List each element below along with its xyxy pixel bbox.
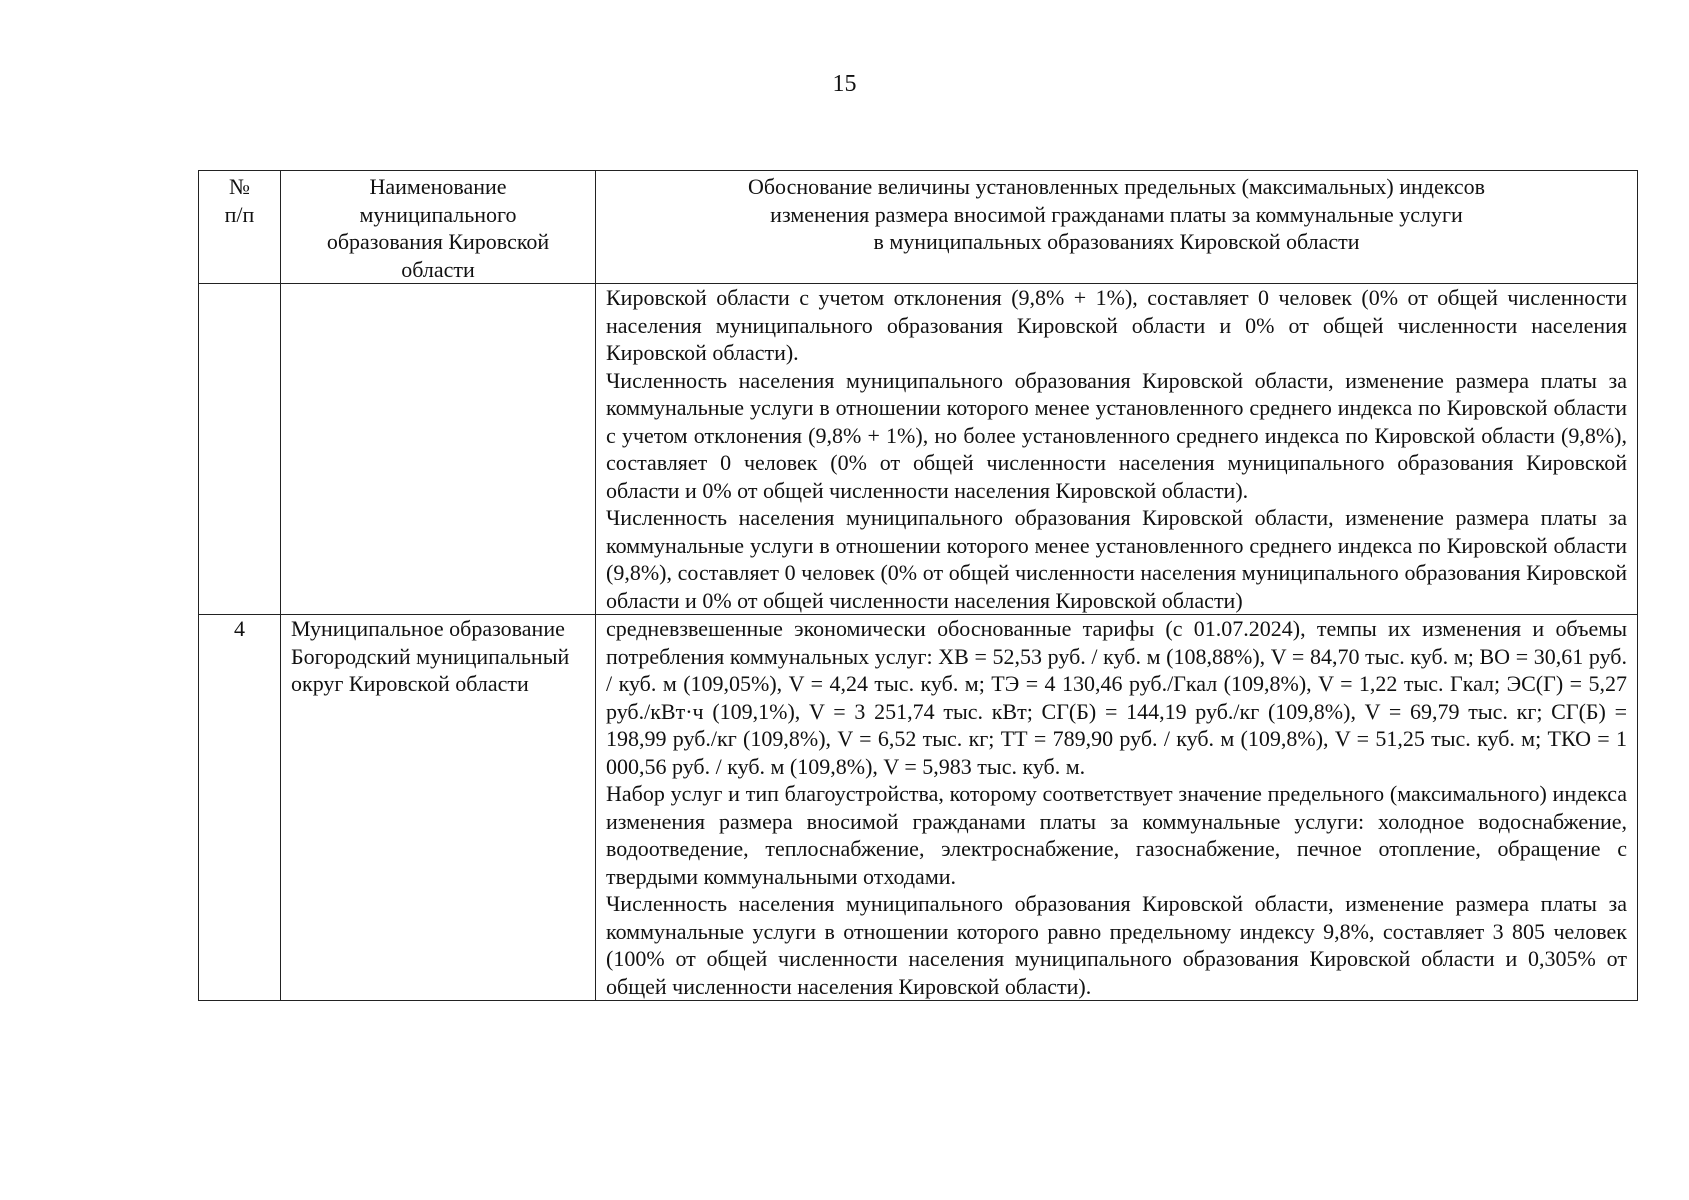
- header-justification-line: Обоснование величины установленных предельных (максимальных) индексов: [747, 174, 1486, 199]
- table-header-row: [199, 171, 1638, 284]
- header-number-symbol: №: [229, 174, 250, 199]
- justification-paragraph: Численность населения муниципального образования Кировской области, изменение размера платы за коммунальные услуги в отношении которого менее установленного среднего индекса по Кировской области (9,8%), составляет 0 человек (0% от общей численности населения муниципального образования Кировской области и 0% от общей численности населения Кировской области): [606, 505, 1627, 613]
- table-row: [199, 284, 1638, 615]
- row-justification: [596, 284, 1638, 615]
- header-municipality-name: [281, 171, 596, 284]
- justification-paragraph: Численность населения муниципального образования Кировской области, изменение размера платы за коммунальные услуги в отношении которого менее установленного среднего индекса по Кировской области с учетом отклонения (9,8% + 1%), но более установленного среднего индекса по Кировской области (9,8%), составляет 0 человек (0% от общей численности населения муниципального образования Кировской области и 0% от общей численности населения Кировской области).: [606, 367, 1627, 503]
- justification-paragraph: Кировской области с учетом отклонения (9,8% + 1%), составляет 0 человек (0% от общей численности населения муниципального образования Кировской области и 0% от общей численности населения Кировской области).: [606, 285, 1627, 365]
- header-name-line: Наименование: [369, 174, 507, 199]
- row-number: 4: [199, 615, 281, 1001]
- row-number: [199, 284, 281, 615]
- header-number: [199, 171, 281, 284]
- header-name-line: образования Кировской: [326, 229, 550, 254]
- row-municipality-name: [281, 284, 596, 615]
- row-municipality-name: Муниципальное образование Богородский муниципальный округ Кировской области: [281, 615, 596, 1001]
- header-name-line: муниципального: [359, 201, 517, 227]
- table-row: [199, 615, 1638, 1001]
- justification-table: [198, 170, 1638, 1001]
- page-number: 15: [832, 71, 857, 97]
- header-number-abbr: п/п: [224, 201, 255, 227]
- justification-paragraph: Численность населения муниципального образования Кировской области, изменение размера платы за коммунальные услуги в отношении которого равно предельному индексу 9,8%, составляет 3 805 человек (100% от общей численности населения муниципального образования Кировской области и 0,305% от общей численности населения Кировской области).: [606, 891, 1627, 999]
- header-justification-line: в муниципальных образованиях Кировской области: [873, 229, 1360, 254]
- header-justification: [596, 171, 1638, 284]
- row-justification: [596, 615, 1638, 1001]
- header-justification-line: изменения размера вносимой гражданами платы за коммунальные услуги: [770, 201, 1463, 227]
- justification-paragraph: Набор услуг и тип благоустройства, которому соответствует значение предельного (максимального) индекса изменения размера вносимой гражданами платы за коммунальные услуги: холодное водоснабжение, водоотведение, теплоснабжение, электроснабжение, газоснабжение, печное отопление, обращение с твердыми коммунальными отходами.: [606, 781, 1627, 889]
- justification-paragraph: средневзвешенные экономически обоснованные тарифы (с 01.07.2024), темпы их изменения и объемы потребления коммунальных услуг: ХВ = 52,53 руб. / куб. м (108,88%), V = 84,70 тыс. куб. м; ВО = 30,61 руб. / куб. м (109,05%), V = 4,24 тыс. куб. м; ТЭ = 4 130,46 руб./Гкал (109,8%), V = 1,22 тыс. Гкал; ЭС(Г) = 5,27 руб./кВт·ч (109,1%), V = 3 251,74 тыс. кВт; СГ(Б) = 144,19 руб./кг (109,8%), V = 69,79 тыс. кг; СГ(Б) = 198,99 руб./кг (109,8%), V = 6,52 тыс. кг; ТТ = 789,90 руб. / куб. м (109,8%), V = 51,25 тыс. куб. м; ТКО = 1 000,56 руб. / куб. м (109,8%), V = 5,983 тыс. куб. м.: [606, 616, 1627, 779]
- header-name-line: области: [401, 256, 475, 282]
